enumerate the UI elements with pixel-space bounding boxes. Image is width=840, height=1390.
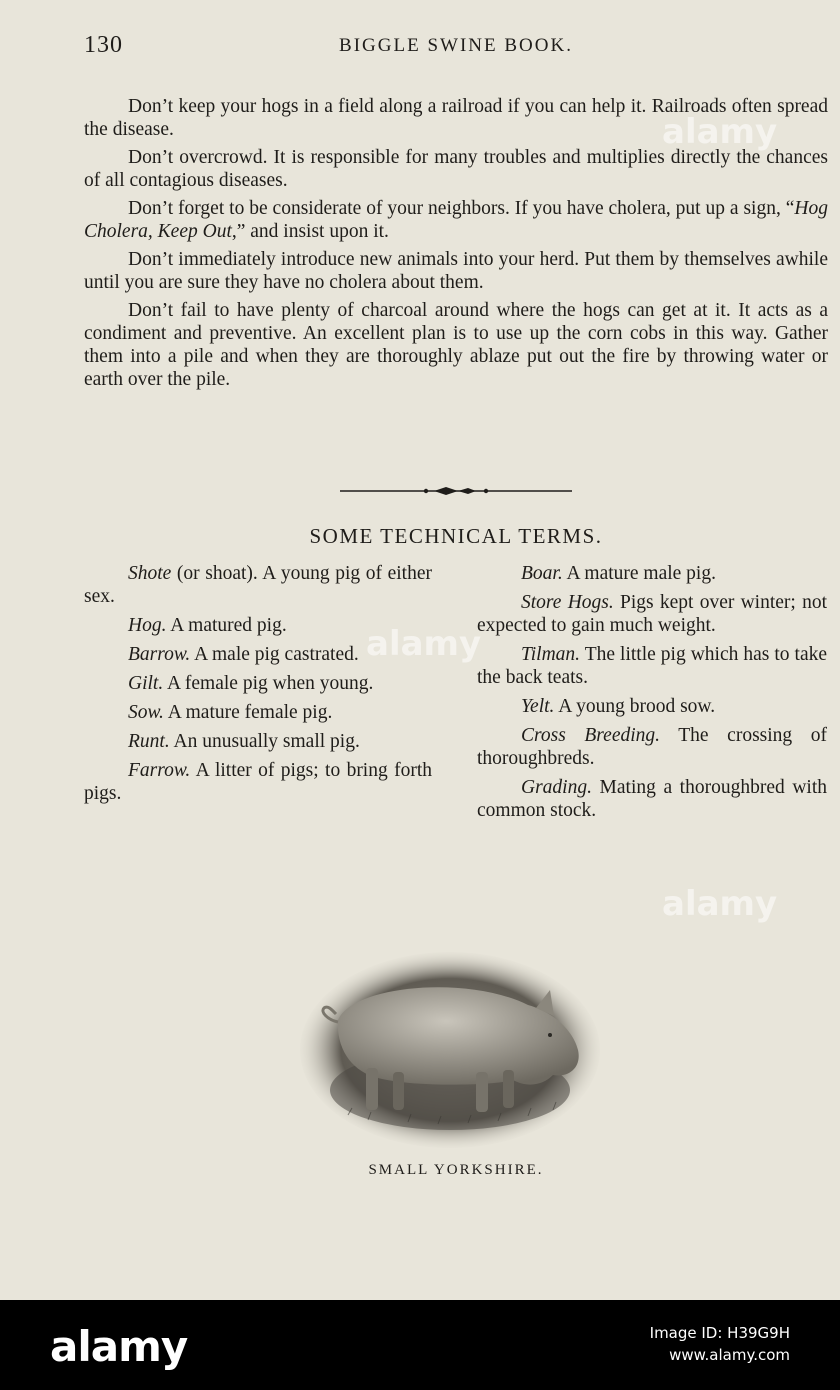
site-url: www.alamy.com <box>669 1346 790 1364</box>
page-header <box>84 32 828 62</box>
term-entry <box>477 695 827 718</box>
term-entry <box>84 701 432 724</box>
watermark: alamy <box>662 884 778 924</box>
term-entry <box>84 759 432 805</box>
term-entry <box>477 776 827 822</box>
term-word: Yelt. <box>521 696 555 717</box>
term-word: Tilman. <box>521 644 581 665</box>
paragraph: Don’t keep your hogs in a field along a railroad if you can help it. Railroads often spread the disease. <box>84 96 828 140</box>
running-head: BIGGLE SWINE BOOK. <box>339 35 573 56</box>
term-word: Runt. <box>128 731 170 752</box>
sign-text: Hog Cholera, Keep Out <box>84 198 828 242</box>
term-definition: An unusually small pig. <box>169 731 360 752</box>
term-word: Shote <box>128 563 172 584</box>
term-word: Gilt. <box>128 673 164 694</box>
term-entry <box>84 730 432 753</box>
paragraph: Don’t overcrowd. It is responsible for many troubles and multiplies directly the chances of all contagious diseases. <box>84 147 828 191</box>
term-entry <box>477 643 827 689</box>
terms-left-column <box>84 562 432 811</box>
paragraph-text: Don’t forget to be considerate of your neighbors. If you have cholera, put up a sign, “ <box>128 198 795 219</box>
term-word: Cross Breeding. <box>521 725 661 746</box>
term-word: Boar. <box>521 563 563 584</box>
term-entry <box>477 562 827 585</box>
alamy-logo: alamy <box>50 1322 188 1371</box>
paragraph <box>84 197 828 243</box>
term-entry <box>477 591 827 637</box>
term-word: Farrow. <box>128 760 191 781</box>
pig-illustration <box>298 950 602 1150</box>
term-definition: A male pig castrated. <box>190 644 359 665</box>
paragraph: Don’t fail to have plenty of charcoal around where the hogs can get at it. It acts as a condiment and preventive. An excellent plan is to use up the corn cobs in this way. Gather them into a pile and when they are thoroughly ablaze put out the fire by throwing water or earth over the pile. <box>84 300 828 390</box>
term-definition: A female pig when young. <box>163 673 374 694</box>
term-definition: A mature male pig. <box>562 563 716 584</box>
image-id-block <box>650 1322 790 1366</box>
term-definition: A matured pig. <box>166 615 287 636</box>
paragraph: Don’t immediately introduce new animals into your herd. Put them by themselves awhile until you are sure they have no cholera about them. <box>84 249 828 293</box>
term-definition: Pigs kept over winter; not expected to gain much weight. <box>477 592 828 636</box>
term-definition: Mating a thoroughbred with common stock. <box>477 777 827 821</box>
watermark: alamy <box>366 624 482 664</box>
page-number: 130 <box>84 32 123 58</box>
term-definition: A mature female pig. <box>163 702 333 723</box>
term-definition: The crossing of thoroughbreds. <box>477 725 828 769</box>
term-definition: A litter of pigs; to bring forth pigs. <box>84 760 432 804</box>
term-word: Sow. <box>128 702 164 723</box>
image-id: Image ID: H39G9H <box>649 1324 790 1342</box>
term-word: Store Hogs. <box>521 592 614 613</box>
term-word: Grading. <box>521 777 592 798</box>
terms-right-column <box>477 562 827 828</box>
term-definition: The little pig which has to take the back teats. <box>477 644 827 688</box>
term-word: Hog. <box>128 615 167 636</box>
term-entry <box>84 672 432 695</box>
ornamental-rule <box>340 482 572 500</box>
term-entry <box>84 562 432 608</box>
term-entry <box>477 724 827 770</box>
figure-caption: SMALL YORKSHIRE. <box>368 1162 544 1178</box>
section-title: SOME TECHNICAL TERMS. <box>309 524 603 548</box>
paragraph-text: ,” and insist upon it. <box>231 221 389 242</box>
watermark: alamy <box>662 112 778 152</box>
term-word: Barrow. <box>128 644 191 665</box>
term-definition: (or shoat). A young pig of either sex. <box>84 563 432 607</box>
footer-bar <box>0 1300 840 1390</box>
term-definition: A young brood sow. <box>554 696 716 717</box>
